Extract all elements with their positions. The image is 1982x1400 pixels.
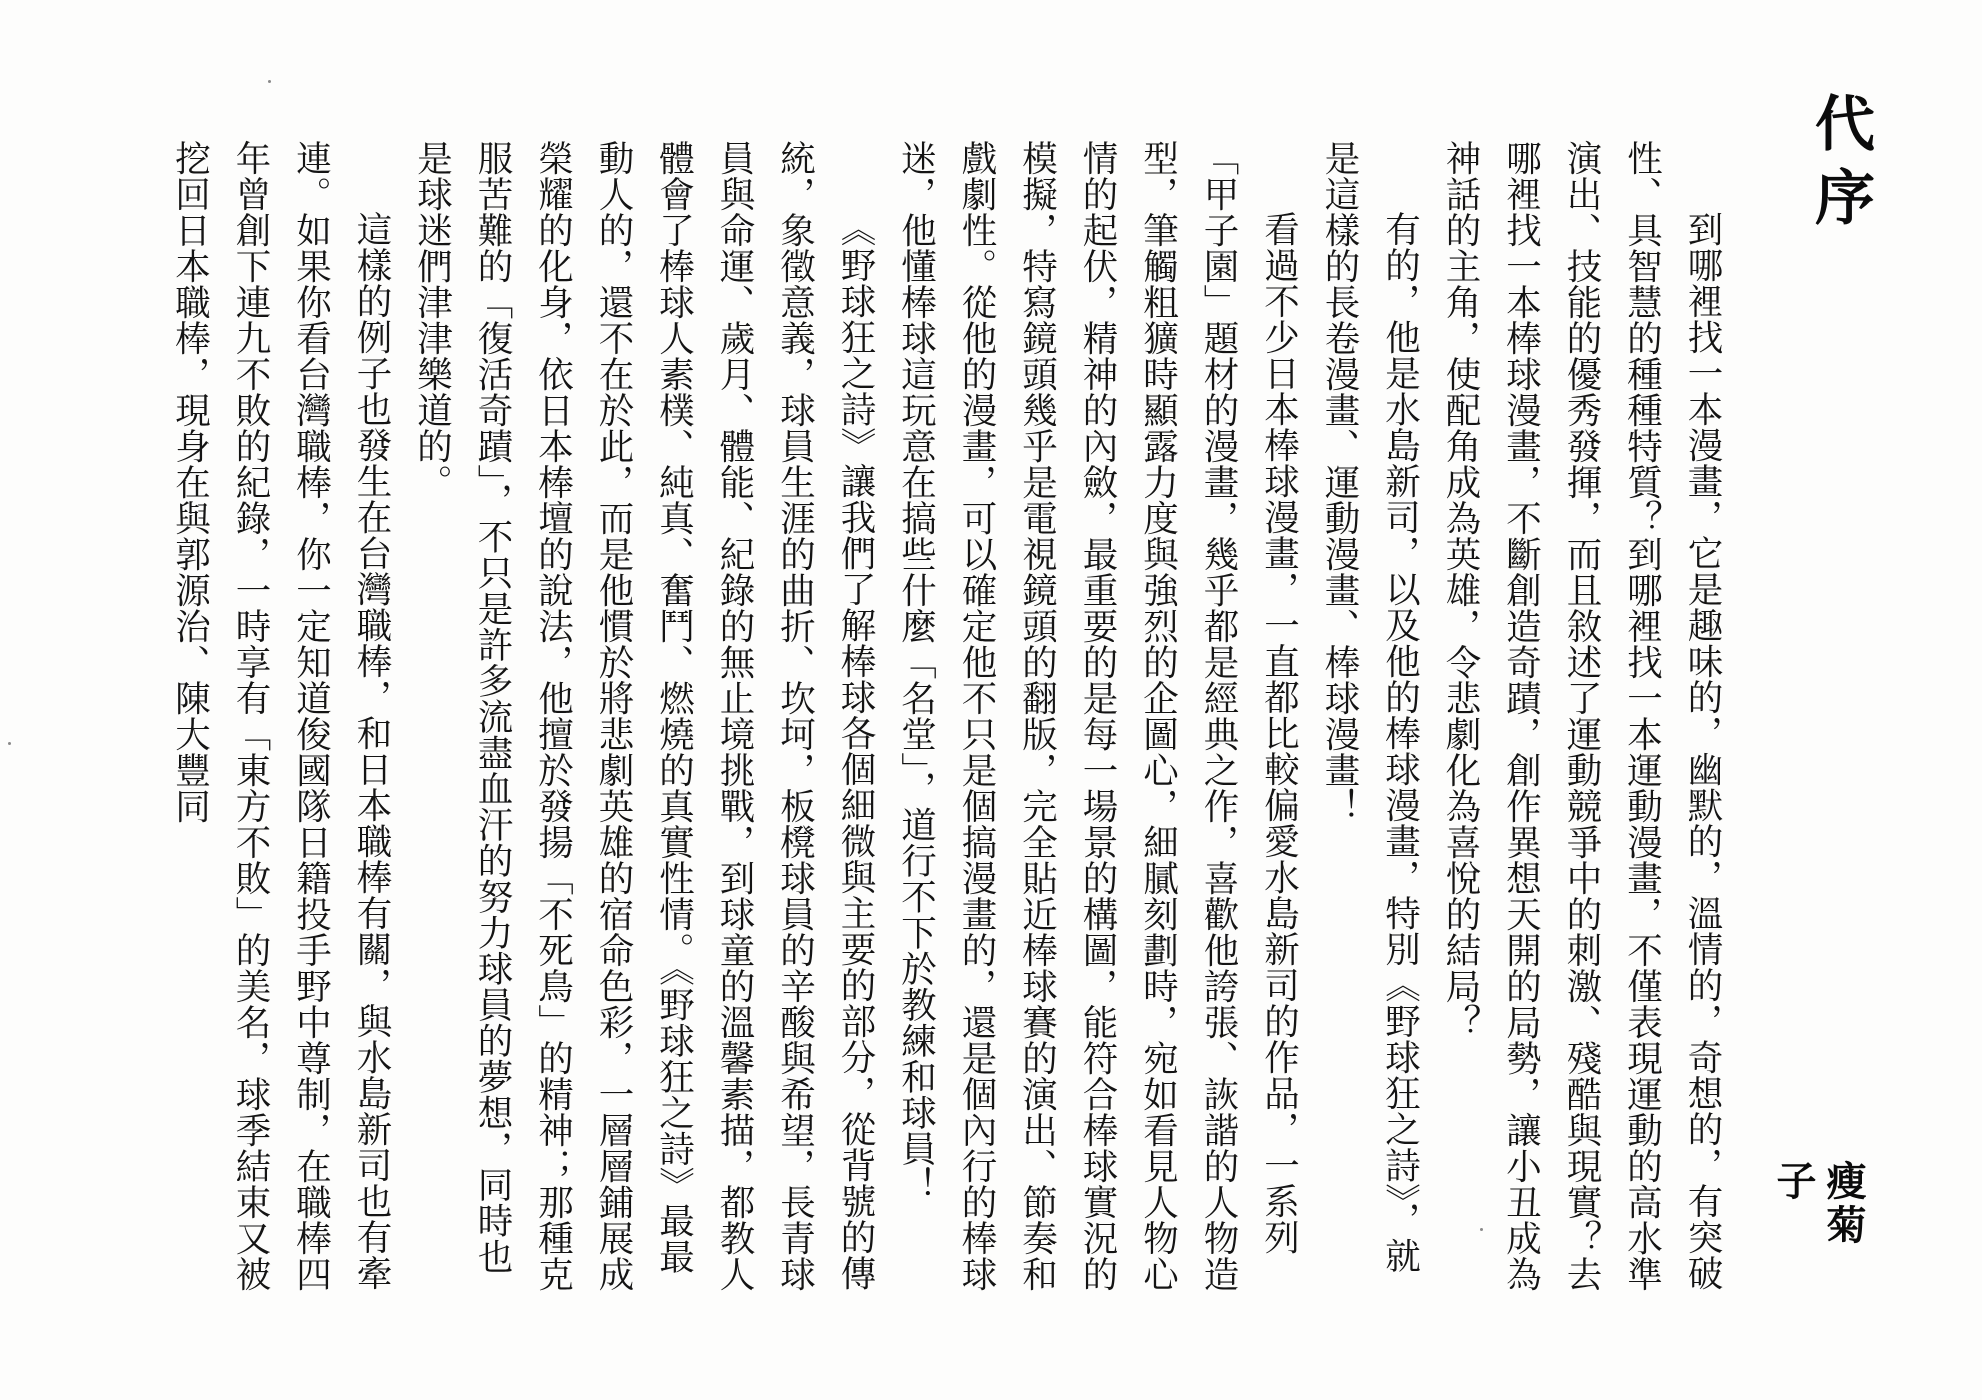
body-text (22, 140, 1732, 1300)
scan-speck (8, 742, 11, 745)
author-name: 瘦菊子 (1770, 1160, 1866, 1248)
paragraph-5: 這樣的例子也發生在台灣職棒，和日本職棒有關，與水島新司也有牽連。如果你看台灣職棒，你一定知道俊國隊日籍投手野中尊制，在職棒四年曾創下連九不敗的紀錄，一時享有「東方不敗」的美名，球季結束又被挖回日本職棒，現身在與郭源治、陳大豐同 (169, 140, 392, 1292)
scan-speck (1480, 1228, 1483, 1231)
paragraph-4: 《野球狂之詩》讓我們了解棒球各個細微與主要的部分，從背號的傳統，象徵意義，球員生涯的曲折、坎坷，板櫈球員的辛酸與希望，長青球員與命運、歲月、體能、紀錄的無止境挑戰，到球童的溫馨素描，都教人體會了棒球人素樸、純真、奮鬥、燃燒的真實性情。《野球狂之詩》最最動人的，還不在於此，而是他慣於將悲劇英雄的宿命色彩，一層層鋪展成榮耀的化身，依日本棒壇的說法，他擅於發揚「不死鳥」的精神；那種克服苦難的「復活奇蹟」，不只是許多流盡血汗的努力球員的夢想，同時也是球迷們津津樂道的。 (411, 140, 876, 1292)
paragraph-3: 看過不少日本棒球漫畫，一直都比較偏愛水島新司的作品，一系列「甲子園」題材的漫畫，幾乎都是經典之作，喜歡他誇張、詼諧的人物造型，筆觸粗獷時顯露力度與強烈的企圖心，細膩刻劃時，宛如看見人物心情的起伏，精神的內斂，最重要的是每一場景的構圖，能符合棒球實況的模擬，特寫鏡頭幾乎是電視鏡頭的翻版，完全貼近棒球賽的演出、節奏和戲劇性。從他的漫畫，可以確定他不只是個搞漫畫的，還是個內行的棒球迷，他懂棒球這玩意在搞些什麼「名堂」，道行不下於教練和球員！ (895, 140, 1300, 1292)
paragraph-2: 有的，他是水島新司，以及他的棒球漫畫，特別《野球狂之詩》，就是這樣的長卷漫畫、運動漫畫、棒球漫畫！ (1319, 140, 1421, 1274)
scan-speck (268, 80, 271, 83)
paragraph-1: 到哪裡找一本漫畫，它是趣味的，幽默的，溫情的，奇想的，有突破性、具智慧的種種特質？到哪裡找一本運動漫畫，不僅表現運動的高水準演出、技能的優秀發揮，而且敘述了運動競爭中的刺激、殘酷與現實？去哪裡找一本棒球漫畫，不斷創造奇蹟，創作異想天開的局勢，讓小丑成為神話的主角，使配角成為英雄，令悲劇化為喜悅的結局？ (1440, 140, 1723, 1292)
page-title: 代序 (1805, 92, 1875, 240)
